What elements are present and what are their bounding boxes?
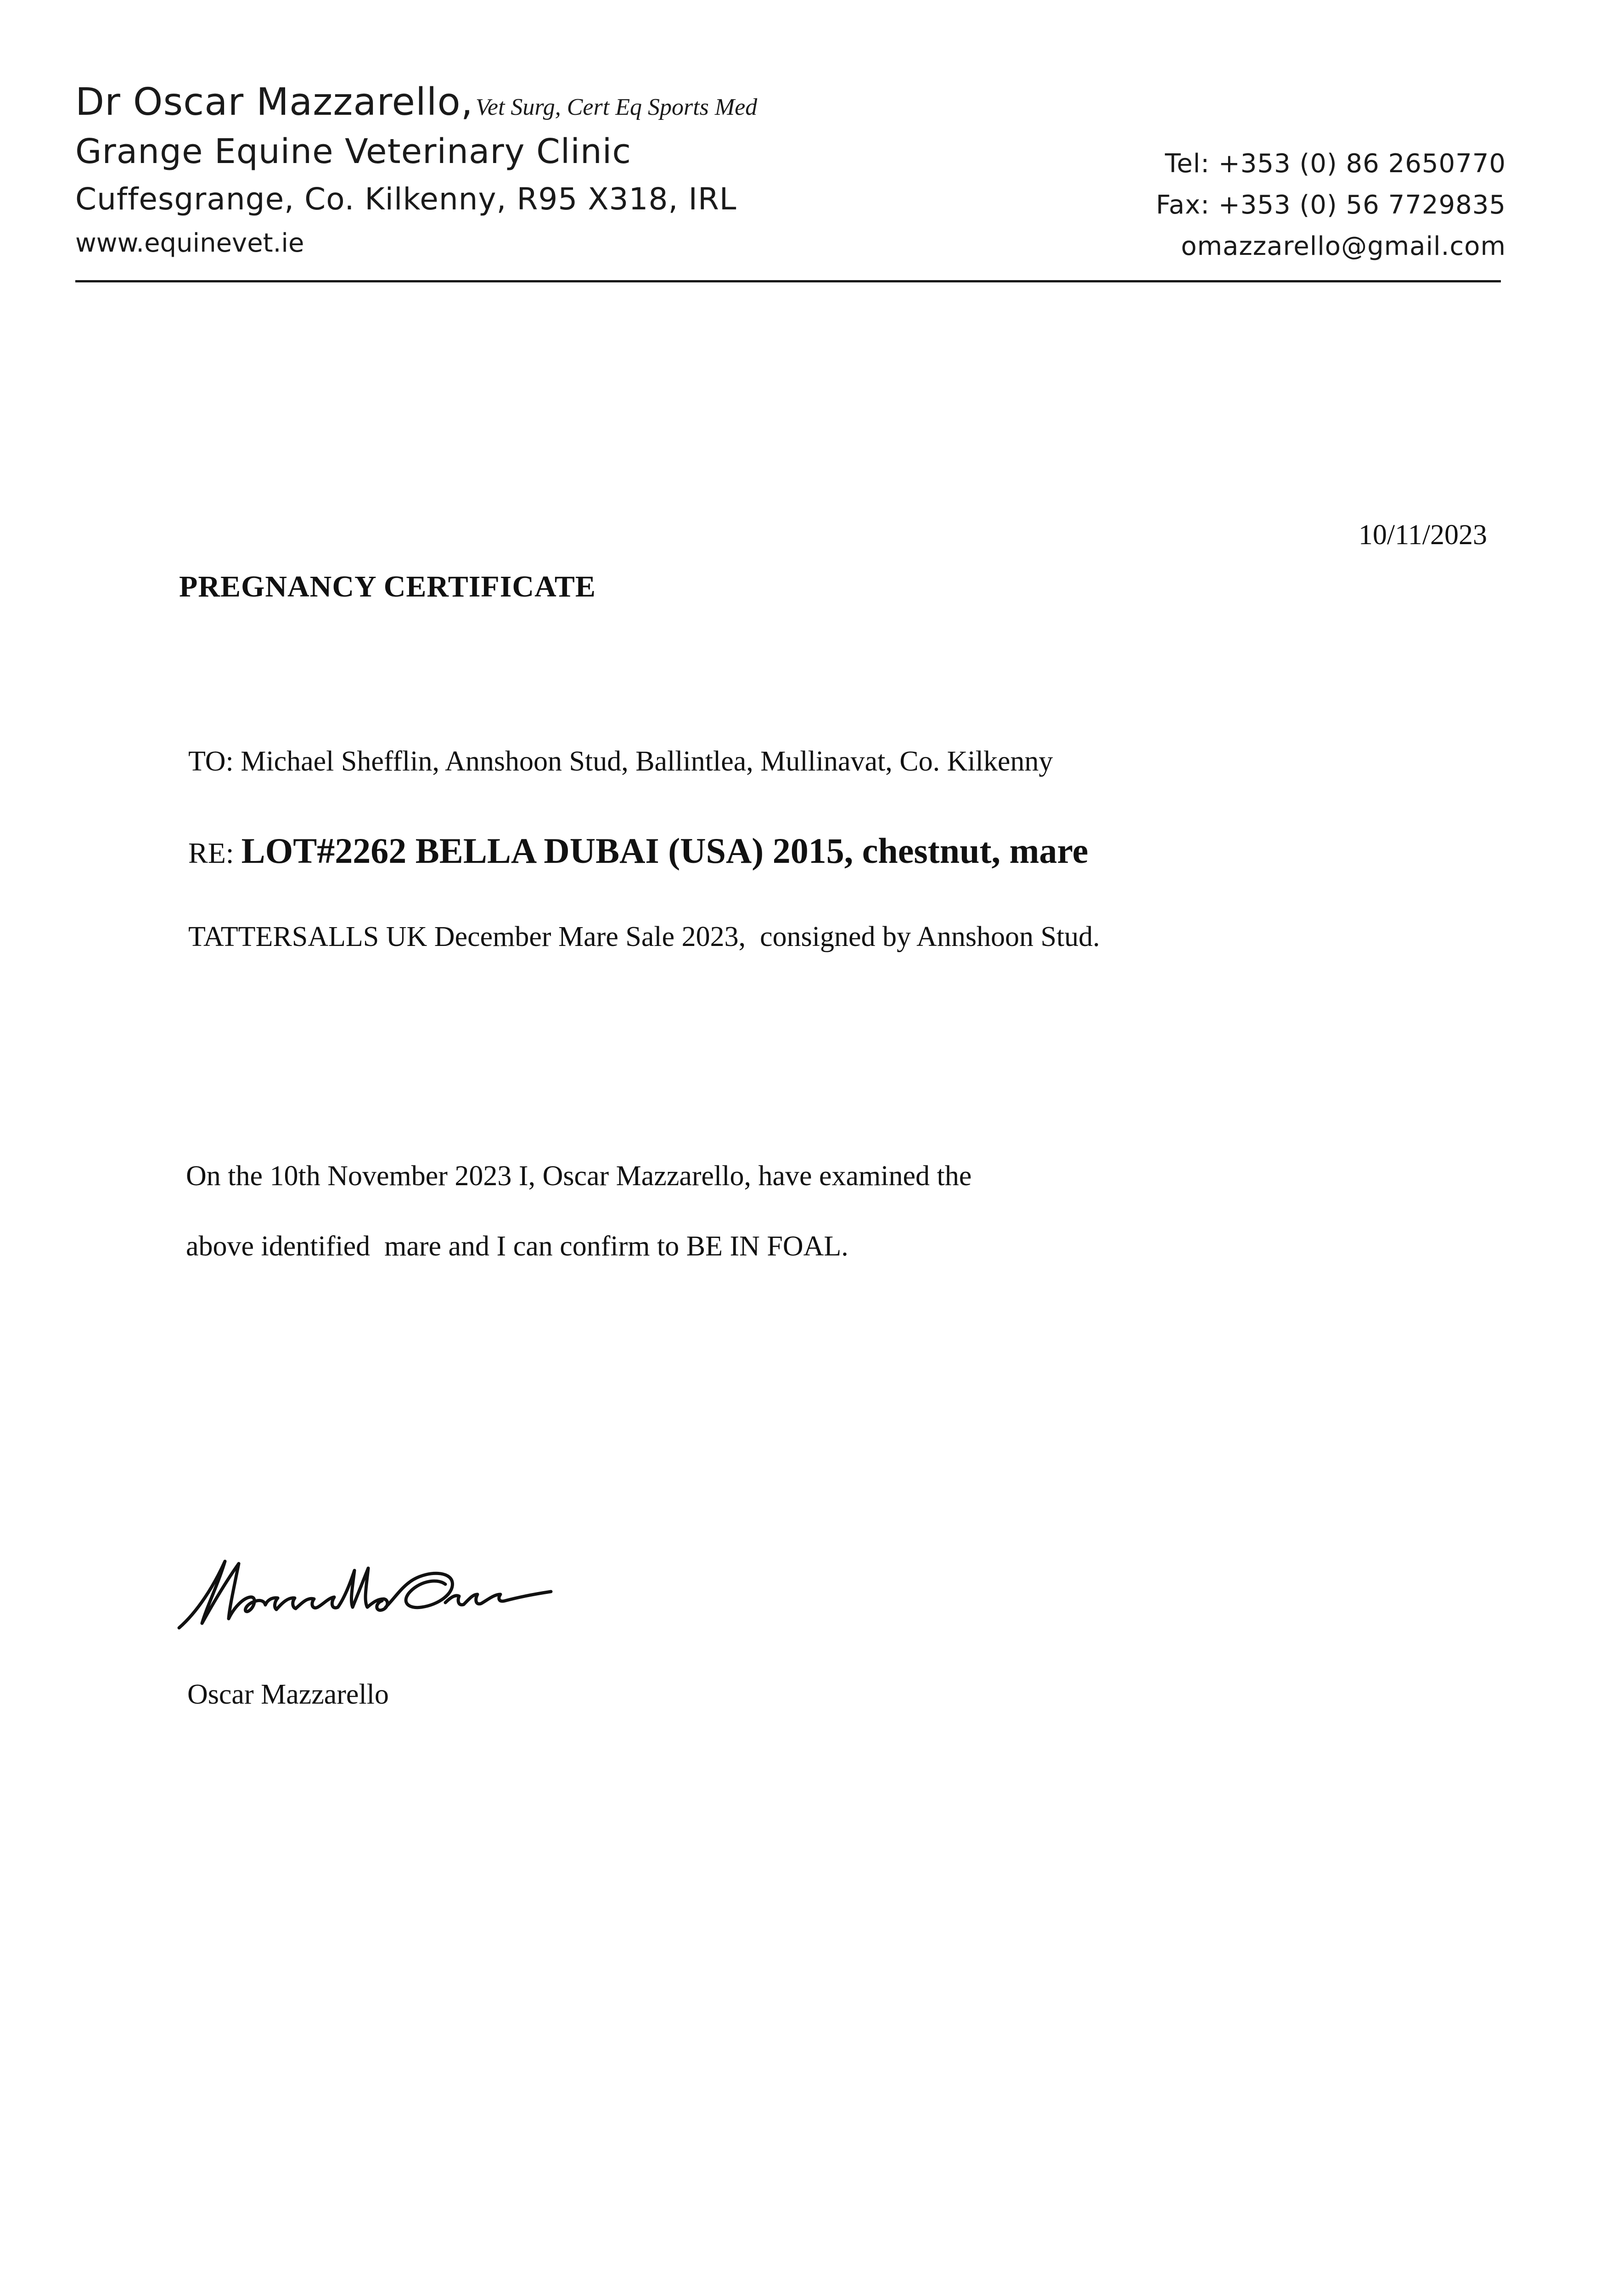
subject-prefix: RE: [188,837,241,869]
clinic-website: www.equinevet.ie [75,228,304,258]
email-address: omazzarello@gmail.com [1181,231,1506,261]
header-divider [75,280,1501,282]
document-date: 10/11/2023 [1358,519,1487,551]
subject-lot-details: LOT#2262 BELLA DUBAI (USA) 2015, chestnut, mare [241,831,1089,871]
body-line-2: above identified mare and I can confirm to BE IN FOAL. [186,1231,848,1262]
vet-qualifications: Vet Surg, Cert Eq Sports Med [475,94,758,120]
certification-paragraph [186,1141,1380,1282]
clinic-name: Grange Equine Veterinary Clinic [75,132,632,171]
letterhead-name-line [75,77,757,128]
handwritten-signature [170,1543,565,1644]
sale-details: TATTERSALLS UK December Mare Sale 2023, consigned by Annshoon Stud. [188,921,1100,952]
letterhead [75,77,757,264]
contact-block [1156,143,1506,267]
clinic-address: Cuffesgrange, Co. Kilkenny, R95 X318, IRL [75,181,737,217]
subject-line [188,830,1088,882]
signer-name: Oscar Mazzarello [187,1679,389,1710]
tel-number: Tel: +353 (0) 86 2650770 [1165,149,1506,179]
document-title: PREGNANCY CERTIFICATE [179,570,596,603]
vet-name: Dr Oscar Mazzarello [75,80,461,124]
fax-number: Fax: +353 (0) 56 7729835 [1156,190,1506,220]
recipient-line: TO: Michael Shefflin, Annshoon Stud, Ballintlea, Mullinavat, Co. Kilkenny [188,746,1053,777]
body-line-1: On the 10th November 2023 I, Oscar Mazzarello, have examined the [186,1160,972,1192]
name-separator: , [461,80,473,124]
